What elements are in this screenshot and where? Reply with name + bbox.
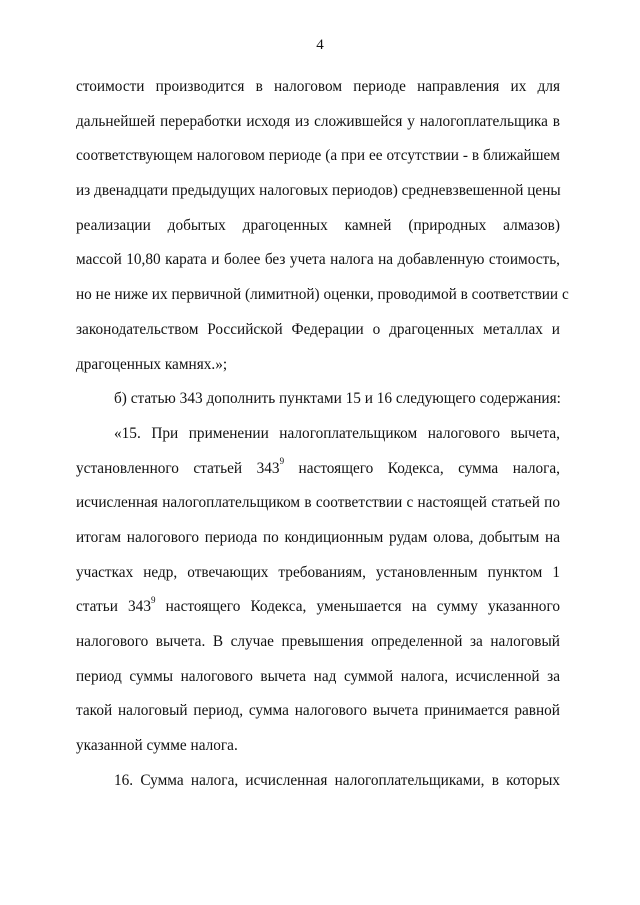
page-number: 4	[316, 37, 324, 53]
text-segment: настоящего Кодекса, уменьшается на сумму указанного	[155, 598, 560, 616]
text-segment: настоящего Кодекса, сумма налога,	[284, 459, 560, 477]
text-line: массой 10,80 карата и более без учета налога на добавленную стоимость,	[76, 251, 560, 269]
text-line: из двенадцати предыдущих налоговых периодов) средневзвешенной цены	[76, 182, 561, 200]
document-body	[76, 78, 569, 806]
text-line: но не ниже их первичной (лимитной) оценки, проводимой в соответствии с	[76, 286, 569, 304]
text-line: такой налоговый период, сумма налогового вычета принимается равной	[76, 702, 560, 720]
text-line: исчисленная налогоплательщиком в соответствии с настоящей статьей по	[76, 494, 560, 512]
text-line: период суммы налогового вычета над суммой налога, исчисленной за	[76, 667, 560, 685]
text-line	[76, 456, 560, 495]
text-line: 16. Сумма налога, исчисленная налогоплательщиками, в которых	[114, 771, 560, 789]
text-line: стоимости производится в налоговом периоде направления их для	[76, 78, 560, 95]
text-line: «15. При применении налогоплательщиком налогового вычета,	[114, 424, 560, 442]
text-segment: статьи 343	[76, 598, 151, 616]
superscript: 9	[279, 456, 285, 467]
text-line: участках недр, отвечающих требованиям, установленным пунктом 1	[76, 563, 560, 581]
text-segment: установленного статьей 343	[76, 459, 280, 477]
text-line: итогам налогового периода по кондиционным рудам олова, добытым на	[76, 528, 560, 546]
text-line: дальнейшей переработки исходя из сложившейся у налогоплательщика в	[76, 112, 560, 130]
text-line: реализации добытых драгоценных камней (природных алмазов)	[76, 216, 560, 234]
text-line: соответствующем налоговом периоде (а при ее отсутствии - в ближайшем	[76, 147, 560, 165]
text-line: б) статью 343 дополнить пунктами 15 и 16 следующего содержания:	[114, 390, 561, 408]
text-line: драгоценных камнях.»;	[76, 355, 228, 373]
text-line: законодательством Российской Федерации о драгоценных металлах и	[76, 320, 560, 338]
text-line	[76, 595, 560, 633]
text-line: указанной сумме налога.	[76, 737, 238, 755]
superscript: 9	[150, 595, 156, 606]
text-line: налогового вычета. В случае превышения определенной за налоговый	[76, 633, 560, 650]
